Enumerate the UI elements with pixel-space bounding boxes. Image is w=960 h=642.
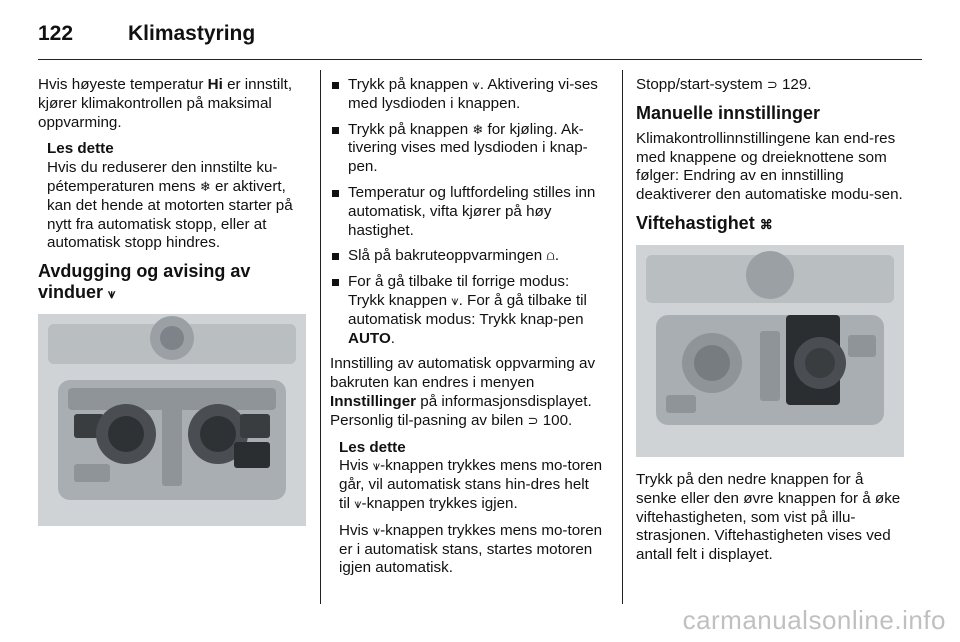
defrost-icon: ⩛ — [372, 458, 381, 474]
column-divider — [320, 70, 321, 604]
list-item: Trykk på knappen ⩛. Aktivering vi-ses med lysdioden i knappen. — [330, 76, 604, 114]
note-title: Les dette — [339, 438, 406, 456]
paragraph: Innstilling av automatisk oppvarming av bakruten kan endres i menyen Innstillinger på informasjonsdisplayet. Personlig til-pasning av bilen ⊃ 100. — [330, 355, 596, 429]
fan-speed-image — [636, 245, 904, 457]
defrost-icon: ⩛ — [372, 522, 381, 538]
climate-panel-illustration — [38, 314, 306, 526]
section-heading: Manuelle innstillinger — [636, 102, 821, 123]
note-text: Hvis ⩛-knappen trykkes mens mo-toren går, vil automatisk stans hin-dres helt til ⩛-knappen trykkes igjen. — [339, 457, 603, 512]
list-item: Trykk på knappen ❄ for kjøling. Ak-tivering vises med lysdioden i knap-pen. — [330, 121, 604, 177]
note-title: Les dette — [47, 140, 114, 158]
defrost-icon: ⩛ — [108, 286, 116, 302]
list-item: Slå på bakruteoppvarmingen ⩍. — [330, 247, 604, 266]
section-heading: Viftehastighet ⌘ — [636, 212, 773, 233]
watermark: carmanualsonline.info — [682, 605, 946, 635]
climate-panel-image — [38, 314, 306, 526]
chapter-title: Klimastyring — [128, 22, 256, 45]
reference-arrow-icon: ⊃ — [527, 412, 539, 428]
defrost-icon: ⩛ — [451, 292, 459, 308]
note — [47, 140, 306, 253]
bullet-list — [330, 76, 604, 348]
note-text: Hvis ⩛-knappen trykkes mens mo-toren er i automatisk stans, startes motoren igjen automatisk. — [339, 521, 603, 577]
snowflake-icon: ❄ — [472, 121, 484, 137]
cross-reference: Stopp/start-system ⊃ 129. — [636, 76, 812, 93]
note-text: Hvis du reduserer den innstilte ku-pétemperaturen mens ❄ er aktivert, kan det hende at motorten starter på nytt fra automatisk stopp, eller at automatisk stopp hindres. — [47, 159, 293, 252]
page-header — [38, 14, 255, 54]
paragraph: Trykk på den nedre knappen for å senke eller den øvre knappen for å øke viftehastigheten, som vist på illu-strasjonen. Viftehastigheten vises ved antall felt i displayet. — [636, 470, 901, 564]
column-2 — [330, 76, 604, 586]
column-3 — [636, 76, 904, 573]
list-item: For å gå tilbake til forrige modus: Trykk knappen ⩛. For å gå tilbake til automatisk modus: Trykk knap-pen AUTO. — [330, 273, 604, 348]
section-heading: Avdugging og avising av vinduer ⩛ — [38, 261, 251, 303]
header-rule — [38, 59, 922, 60]
column-divider — [622, 70, 623, 604]
paragraph: Klimakontrollinnstillingene kan end-res med knappene og dreieknottene som følger: Endring av en innstilling deaktiverer den automatiske modu-sen. — [636, 129, 903, 204]
fan-icon: ⌘ — [759, 216, 773, 232]
note — [339, 439, 604, 579]
snowflake-icon: ❄ — [199, 178, 211, 194]
defrost-icon: ⩛ — [472, 77, 480, 92]
defrost-icon: ⩛ — [354, 495, 362, 511]
fan-speed-illustration — [636, 245, 904, 457]
rear-window-heat-icon: ⩍ — [546, 248, 555, 264]
list-item: Temperatur og luftfordeling stilles inn automatisk, vifta kjører på høy hastighet. — [330, 184, 604, 240]
page-number: 122 — [38, 22, 74, 45]
reference-arrow-icon: ⊃ — [766, 77, 778, 92]
column-1 — [38, 76, 306, 526]
paragraph: Hvis høyeste temperatur Hi er innstilt, kjører klimakontrollen på maksimal oppvarming. — [38, 76, 293, 131]
